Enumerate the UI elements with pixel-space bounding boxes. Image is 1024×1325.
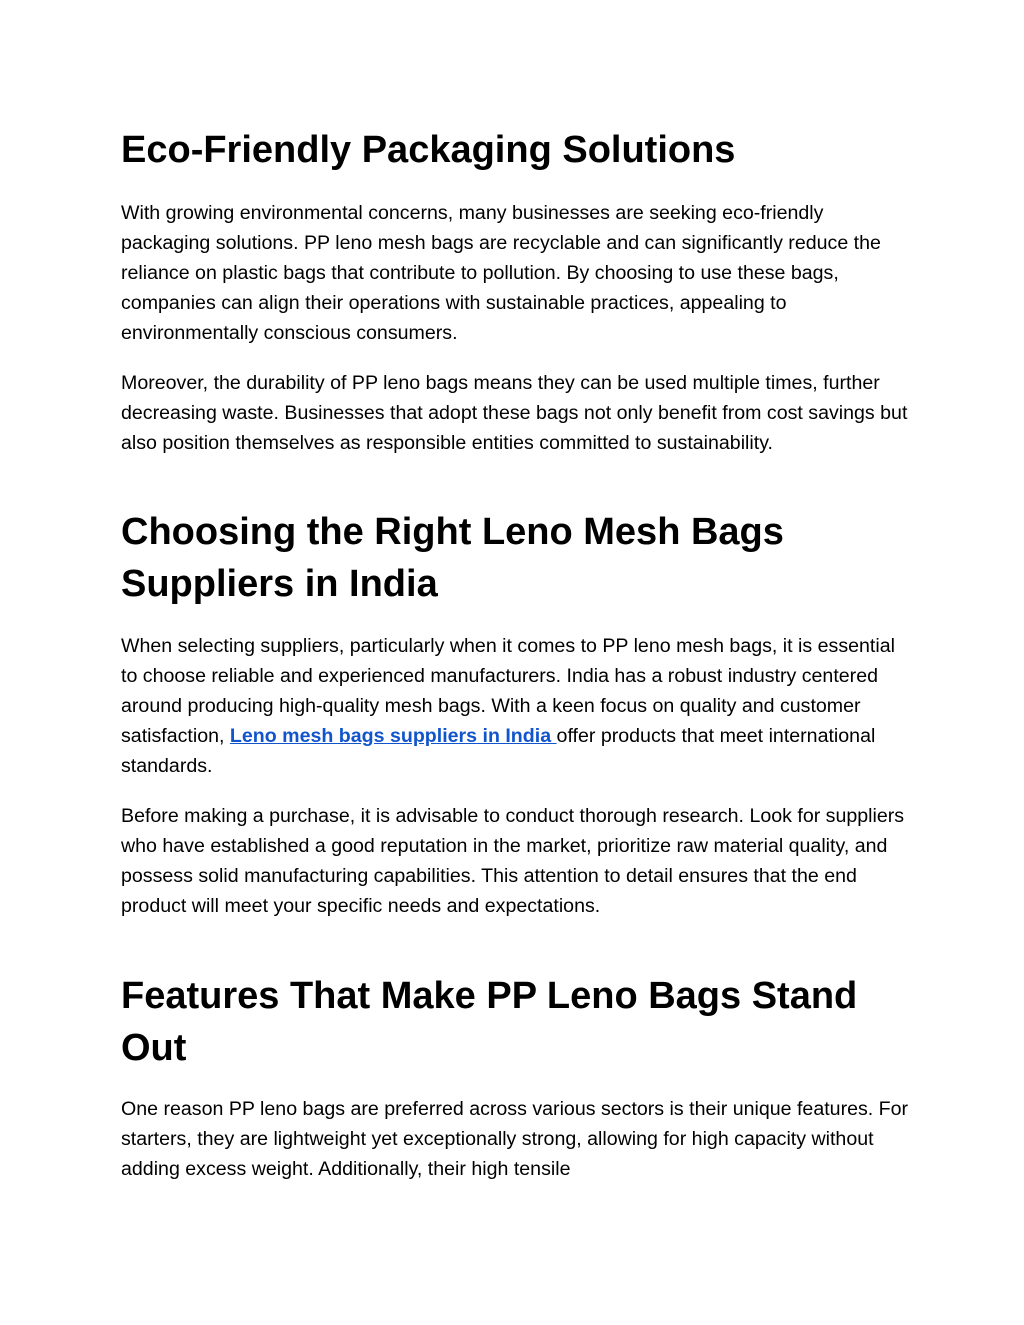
paragraph-text-after-link: offer products that meet international standards. [121, 725, 876, 777]
paragraph-choosing-suppliers [121, 631, 911, 781]
section-heading-eco-friendly: Eco-Friendly Packaging Solutions [121, 129, 736, 171]
paragraph-eco-intro: With growing environmental concerns, many businesses are seeking eco-friendly packaging solutions. PP leno mesh bags are recyclable and can significantly reduce the reliance on plastic bags that contribute to pollution. By choosing to use these bags, companies can align their operations with sustainable practices, appealing to environmentally conscious consumers. [121, 202, 881, 344]
section-heading-choosing-suppliers: Choosing the Right Leno Mesh Bags Suppliers in India [121, 511, 784, 605]
paragraph-text-before-link: When selecting suppliers, particularly when it comes to PP leno mesh bags, it is essential to choose reliable and experienced manufacturers. India has a robust industry centered around producing high-quality mesh bags. With a keen focus on quality and customer satisfaction, [121, 635, 895, 747]
paragraph-research-advice: Before making a purchase, it is advisable to conduct thorough research. Look for suppliers who have established a good reputation in the market, prioritize raw material quality, and possess solid manufacturing capabilities. This attention to detail ensures that the end product will meet your specific needs and expectations. [121, 805, 905, 917]
paragraph-features: One reason PP leno bags are preferred across various sectors is their unique features. For starters, they are lightweight yet exceptionally strong, allowing for high capacity without adding excess weight. Additionally, their high tensile [121, 1098, 909, 1180]
leno-mesh-bags-suppliers-link[interactable]: Leno mesh bags suppliers in India [229, 725, 557, 747]
paragraph-eco-durability: Moreover, the durability of PP leno bags means they can be used multiple times, further decreasing waste. Businesses that adopt these bags not only benefit from cost savings but also position themselves as responsible entities committed to sustainability. [121, 372, 908, 454]
section-heading-features: Features That Make PP Leno Bags Stand Out [121, 975, 858, 1069]
